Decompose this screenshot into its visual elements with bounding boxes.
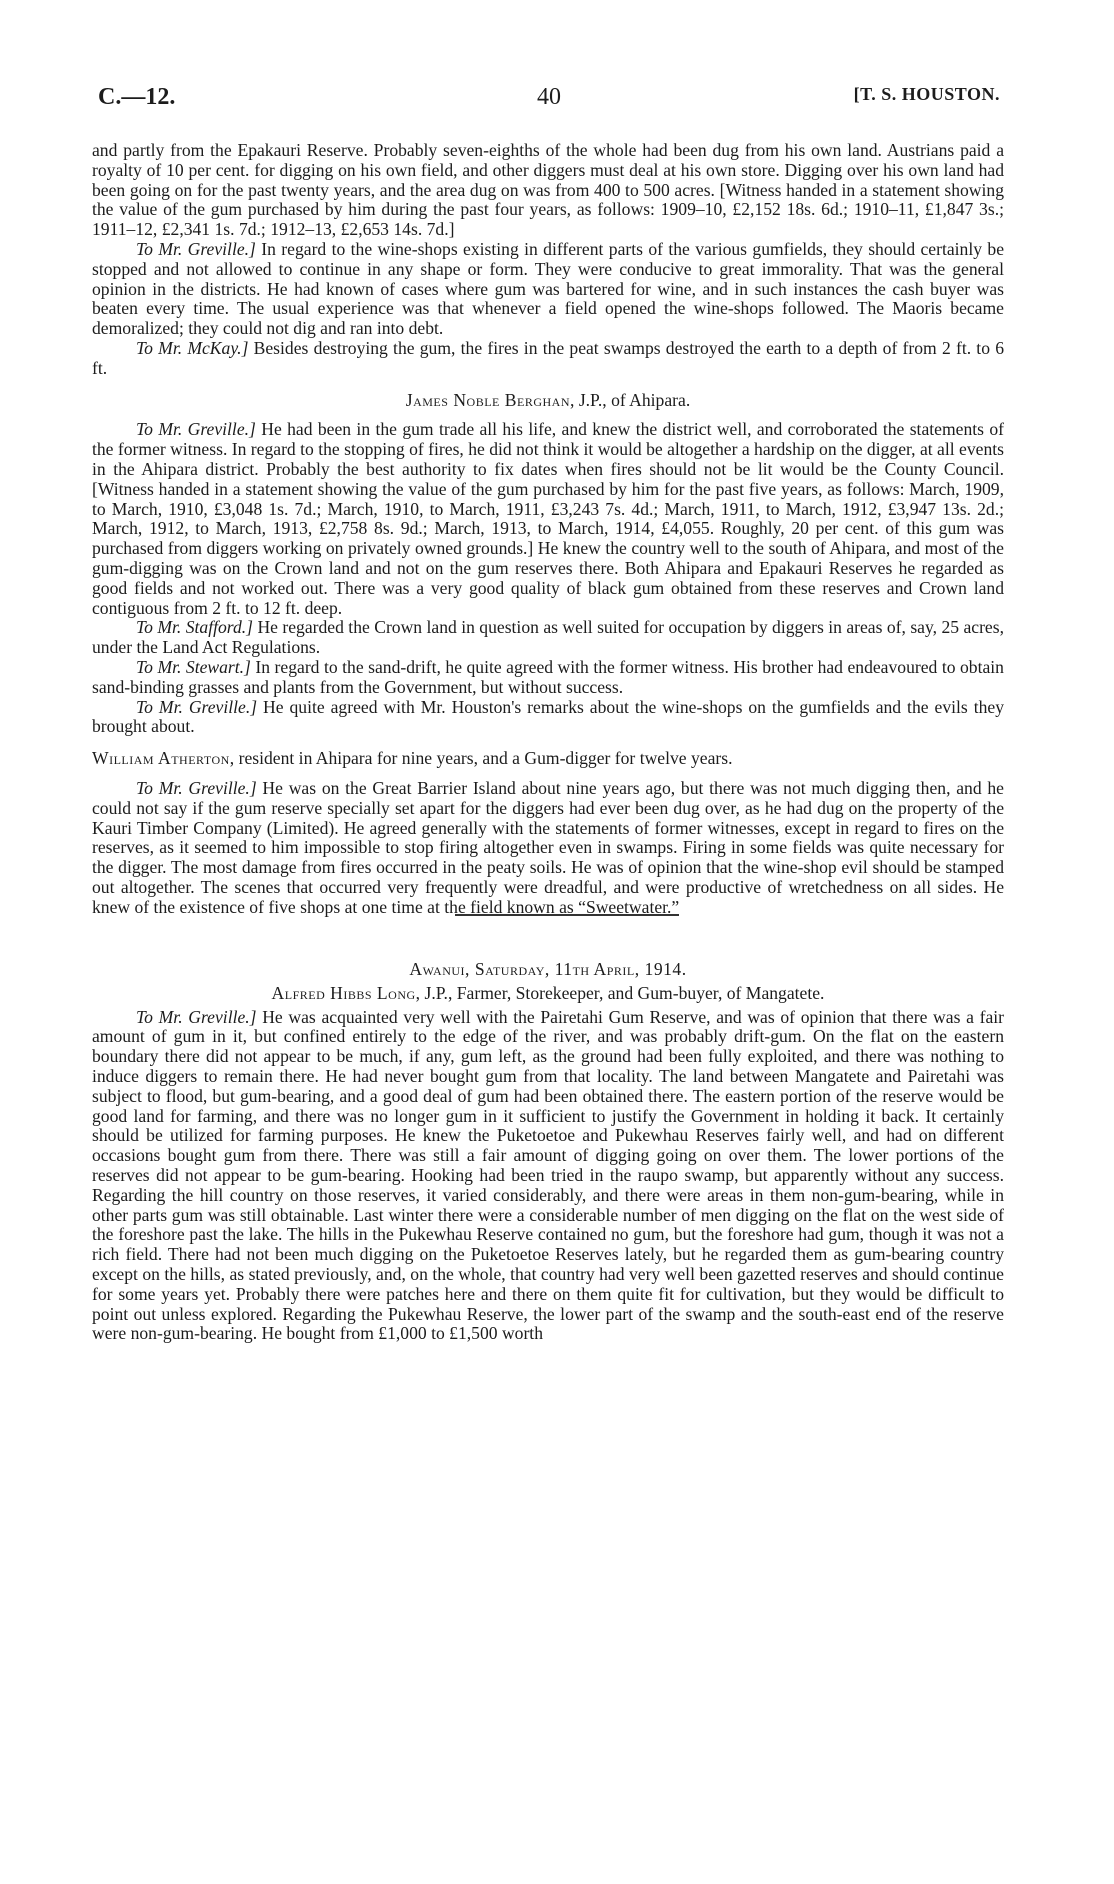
paragraph: To Mr. Greville.] He quite agreed with Mr. Houston's remarks about the wine-shops on the gumfields and the evils they brought about. bbox=[92, 696, 1004, 737]
session-heading: Awanui, Saturday, 11th April, 1914. bbox=[409, 959, 687, 979]
paragraph-continuation: and partly from the Epakauri Reserve. Probably seven-eighths of the whole had been dug from his own land. Austrians paid a royalty of 10 per cent. for digging on his own field, and other diggers must deal at his own store. Digging over his own land had been going on for the past twenty years, and the area dug on was from 400 to 500 acres. [Witness handed in a statement showing the value of the gum purchased by him during the past four years, as follows: 1909–10, £2,152 18s. 6d.; 1910–11, £1,847 3s.; 1911–12, £2,341 1s. 7d.; 1912–13, £2,653 14s. 7d.] bbox=[92, 140, 1004, 240]
evidence-section-2 bbox=[92, 958, 1004, 1344]
examiner-ref: To Mr. Greville.] bbox=[136, 419, 256, 440]
examiner-ref: To Mr. Greville.] bbox=[136, 1006, 257, 1027]
section-divider bbox=[455, 914, 679, 916]
paragraph: To Mr. Greville.] He had been in the gum trade all his life, and knew the district well, and corroborated the statements of the former witness. In regard to the stopping of fires, he did not think it would be altogether a hardship on the digger, at all events in the Ahipara district. Probably the best authority to fix dates when fires should not be lit would be the County Council. [Witness handed in a statement showing the value of the gum purchased by him for the past five years, as follows: March, 1909, to March, 1910, £3,048 1s. 7d.; March, 1910, to March, 1911, £3,243 7s. 4d.; March, 1911, to March, 1912, £3,947 13s. 2d.; March, 1912, to March, 1913, £2,758 8s. 9d.; March, 1913, to March, 1914, £4,055. Roughly, 20 per cent. of this gum was purchased from diggers working on privately owned grounds.] He knew the country well to the south of Ahipara, and most of the gum-digging was on the Crown land and not on the gum reserves there. Both Ahipara and Epakauri Reserves he regarded as good fields and not worked out. There was a very good quality of black gum obtained from these reserves and Crown land contiguous from 2 ft. to 12 ft. deep. bbox=[92, 419, 1004, 618]
examiner-ref: To Mr. Stafford.] bbox=[136, 617, 254, 638]
report-code: C.—12. bbox=[98, 84, 176, 110]
page-number: 40 bbox=[537, 84, 561, 110]
paragraph: To Mr. Stafford.] He regarded the Crown land in question as well suited for occupation by diggers in areas of, say, 25 acres, under the Land Act Regulations. bbox=[92, 617, 1004, 658]
witness-heading: James Noble Berghan, J.P., of Ahipara. bbox=[405, 389, 691, 410]
paragraph: To Mr. McKay.] Besides destroying the gum, the fires in the peat swamps destroyed the earth to a depth of from 2 ft. to 6 ft. bbox=[92, 337, 1004, 378]
page-header bbox=[98, 84, 1000, 124]
witness-heading: Alfred Hibbs Long, J.P., Farmer, Storekeeper, and Gum-buyer, of Mangatete. bbox=[271, 982, 825, 1003]
paragraph: To Mr. Greville.] He was acquainted very well with the Pairetahi Gum Reserve, and was of opinion that there was a fair amount of gum in it, but confined entirely to the edge of the river, and was probably drift-gum. On the flat on the eastern boundary there did not appear to be much, if any, gum left, as the ground had been fully exploited, and there was nothing to induce diggers to remain there. He had never bought gum from that locality. The land between Mangatete and Pairetahi was subject to flood, but gum-bearing, and a good deal of gum had been obtained there. The eastern portion of the reserve would be good land for farming, and there was no longer gum in it sufficient to justify the Government in holding it back. It certainly should be utilized for farming purposes. He knew the Puketoetoe and Pukewhau Reserves fairly well, and had on different occasions bought gum from there. There was still a fair amount of digging going on over them. The lower portions of the reserves did not appear to be gum-bearing. Hooking had been tried in the raupo swamp, but apparently without any success. Regarding the hill country on those reserves, it varied considerably, and there were areas in them non-gum-bearing, while in other parts gum was still obtainable. Last winter there were a considerable number of men digging on the flat on the west side of the foreshore past the lake. The hills in the Pukewhau Reserve contained no gum, but the foreshore had gum, though it was not a rich field. There had not been much digging on the Puketoetoe Reserves lately, but he regarded them as gum-bearing country except on the hills, as stated previously, and, on the whole, that country had very well been gazetted reserves and should continue for some years yet. Probably there were patches here and there on them quite fit for cultivation, but they would be difficult to point out unless explored. Regarding the Pukewhau Reserve, the lower part of the swamp and the south-east end of the reserve were non-gum-bearing. He bought from £1,000 to £1,500 worth bbox=[92, 1006, 1005, 1344]
examiner-ref: To Mr. Greville.] bbox=[136, 238, 256, 259]
examiner-ref: To Mr. Stewart.] bbox=[136, 656, 251, 677]
examiner-ref: To Mr. Greville.] bbox=[136, 696, 258, 717]
witness-heading: William Atherton, resident in Ahipara for nine years, and a Gum-digger for twelve years. bbox=[92, 748, 733, 769]
paragraph: To Mr. Stewart.] In regard to the sand-drift, he quite agreed with the former witness. His brother had endeavoured to obtain sand-binding grasses and plants from the Government, but without success. bbox=[92, 656, 1004, 697]
paragraph: To Mr. Greville.] He was on the Great Barrier Island about nine years ago, but there was not much digging then, and he could not say if the gum reserve specially set apart for the diggers had ever been dug over, as he had dug on the property of the Kauri Timber Company (Limited). He agreed generally with the statements of former witnesses, except in regard to fires on the reserves, as it seemed to him impossible to stop firing altogether even in swamps. Firing in some fields was quite necessary for the digger. The most damage from fires occurred in the peaty soils. He was of opinion that the wine-shop evil should be stamped out altogether. The scenes that occurred very frequently were dreadful, and were productive of wretchedness on all sides. He knew of the existence of five shops at one time at the field known as “Sweetwater.” bbox=[92, 777, 1004, 917]
paragraph: To Mr. Greville.] In regard to the wine-shops existing in different parts of the various gumfields, they should certainly be stopped and not allowed to continue in any shape or form. They were conducive to great immorality. That was the general opinion in the districts. He had known of cases where gum was bartered for wine, and in such instances the cash buyer was beaten every time. The usual experience was that whenever a field opened the wine-shops followed. The Maoris became demoralized; they could not dig and ran into debt. bbox=[92, 238, 1005, 339]
running-head: [T. S. HOUSTON. bbox=[853, 84, 1000, 104]
evidence-section-1 bbox=[92, 141, 1004, 917]
examiner-ref: To Mr. Greville.] bbox=[136, 777, 257, 798]
examiner-ref: To Mr. McKay.] bbox=[136, 337, 249, 358]
